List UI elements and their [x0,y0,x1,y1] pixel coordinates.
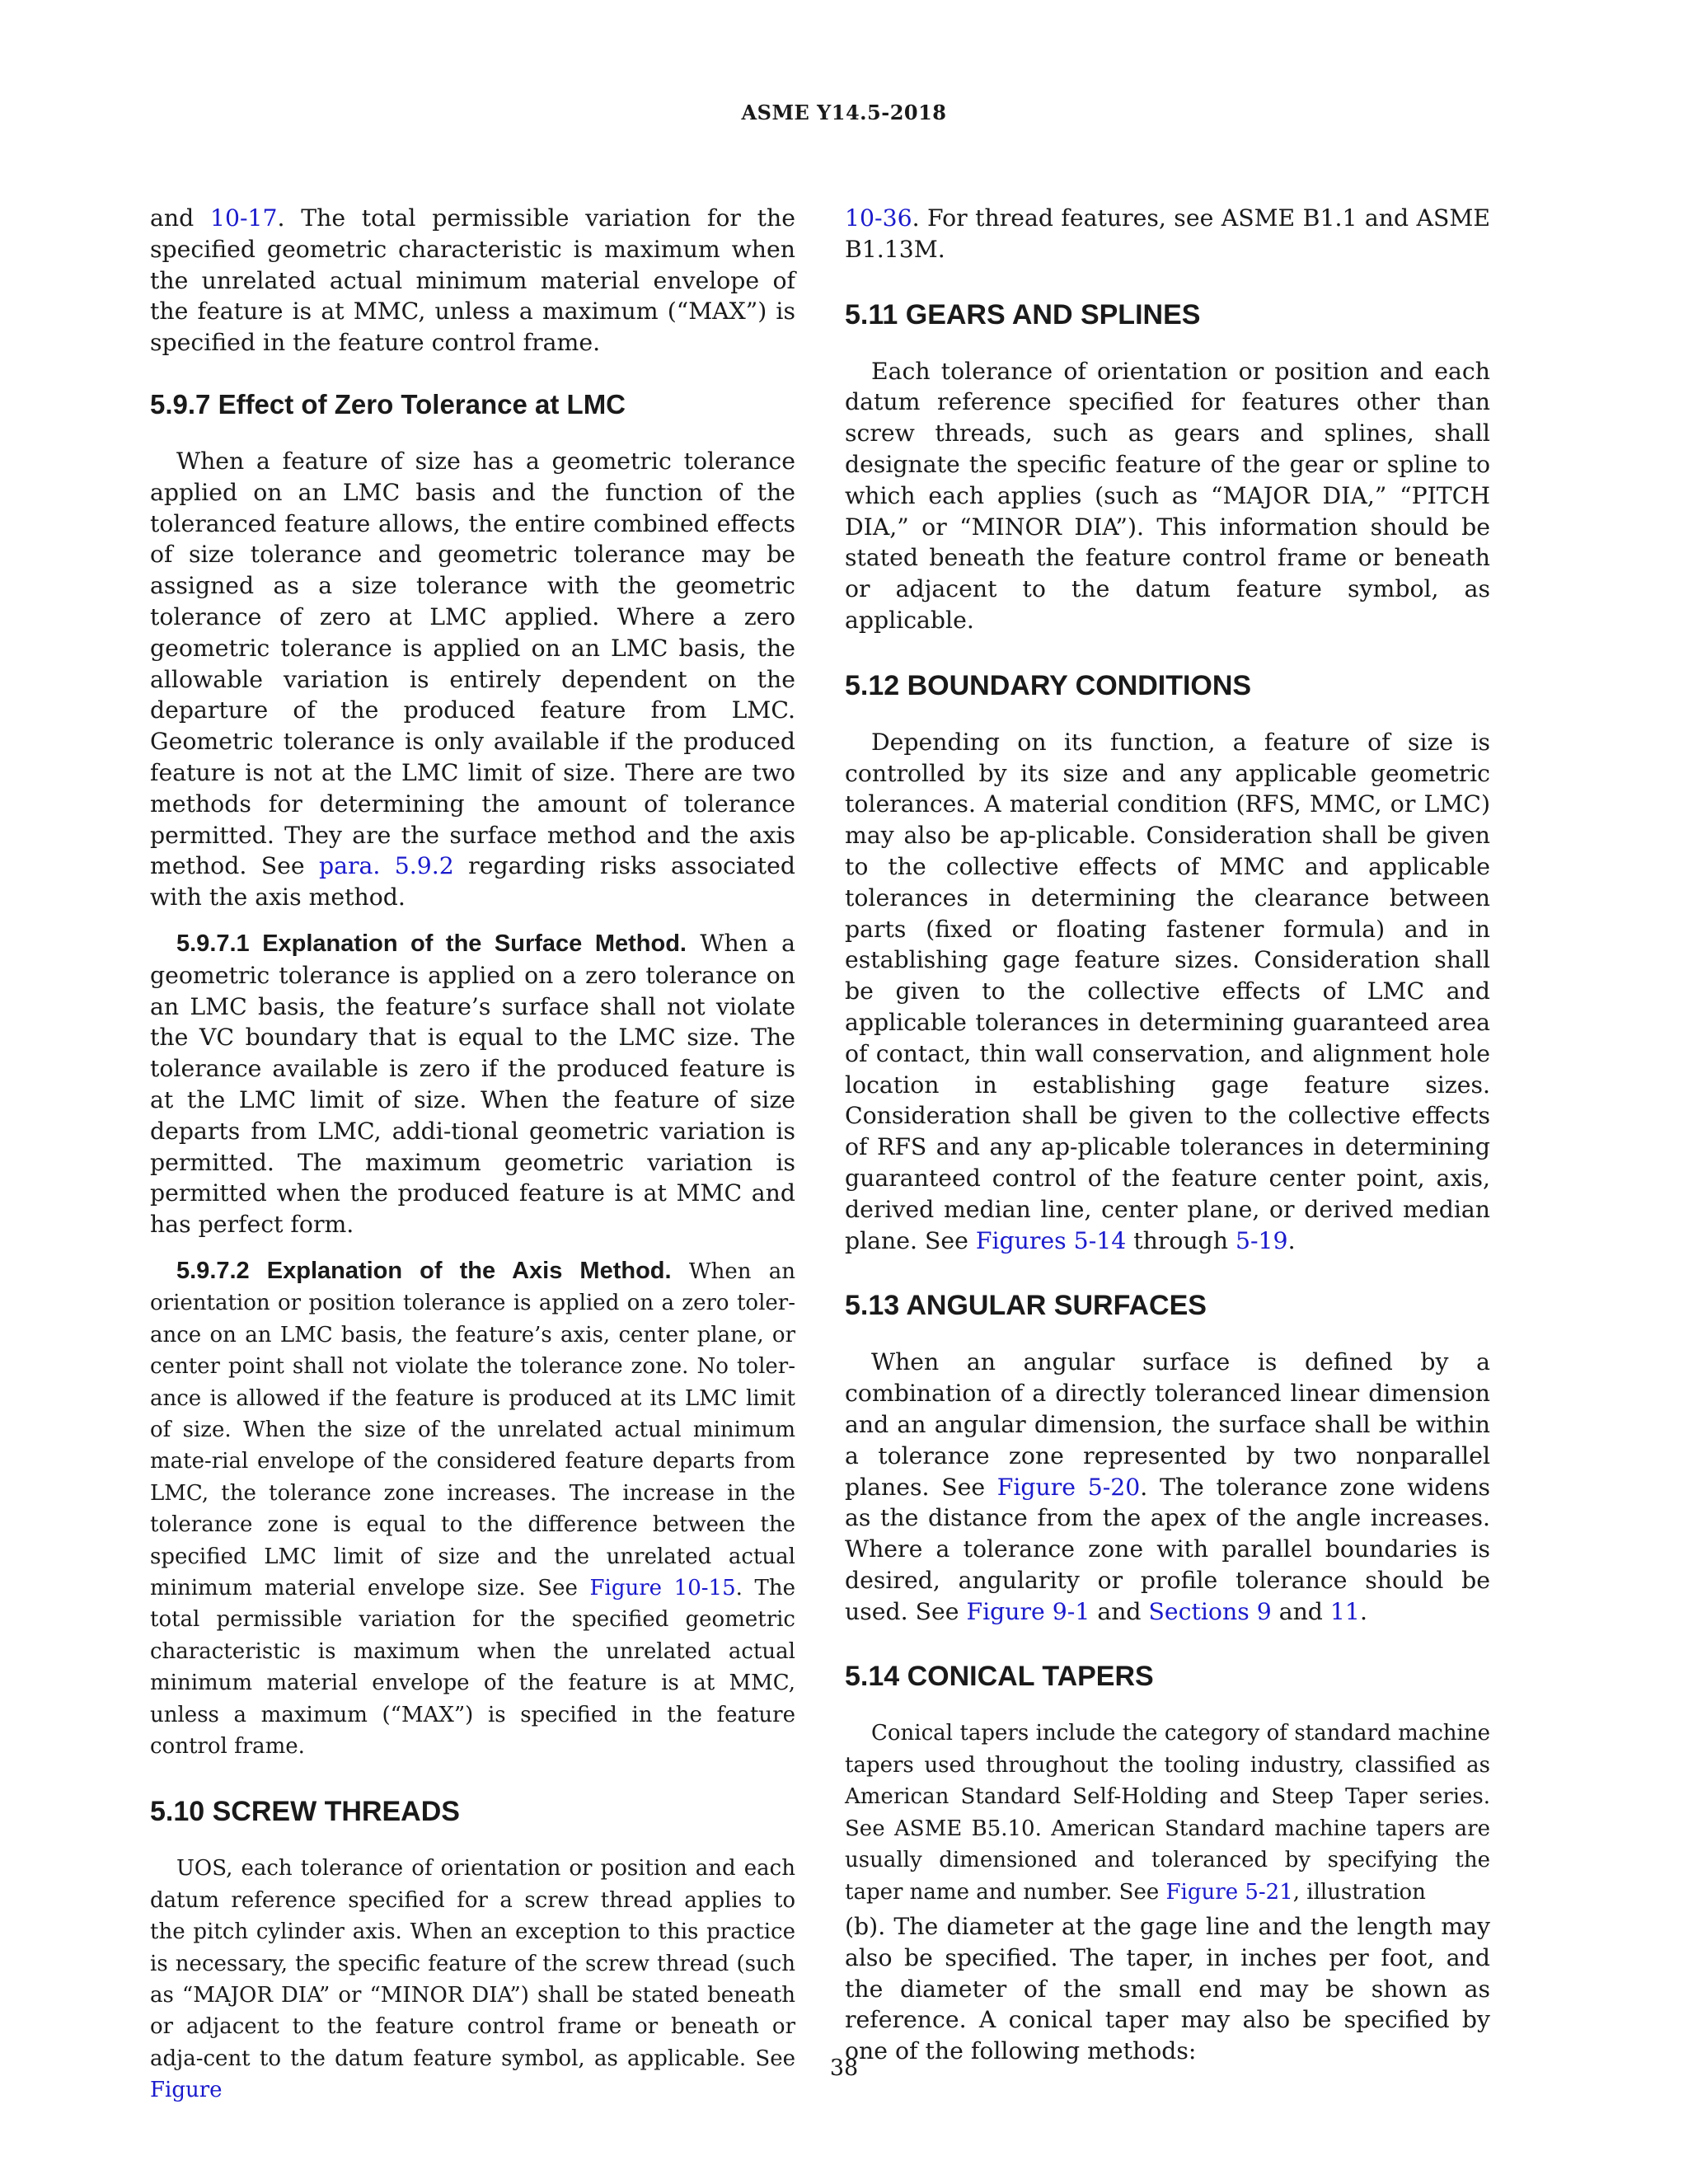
subsection-title: 5.9.7.2 Explanation of the Axis Method. [176,1257,672,1284]
paragraph-text: regarding risks associated with the axis method. [150,852,795,912]
paragraph [845,203,1490,265]
paragraph-text: and [1090,1597,1149,1625]
section-heading: 5.13 ANGULAR SURFACES [845,1290,1207,1322]
running-header: ASME Y14.5-2018 [741,101,947,124]
paragraph-text: When a geometric tolerance is applied on a zero tolerance on an LMC basis, the feature’s surface shall not violate the VC boundary that is equal to the LMC size. The tolerance available is zero if the produced feature is at the LMC limit of size. When the feature of size departs from LMC, addi-tional geometric variation is permitted. The maximum geometric variation is permitted when the produced feature is at MMC and has perfect form. [150,929,796,1239]
paragraph-text: Conical tapers include the category of standard machine tapers used throughout the tooling industry, classified as American Standard Self-Holding and Steep Taper series. See ASME B5.10. American Standard machine tapers are usually dimensioned and toleranced by specifying the taper name and number. See [845,1721,1490,1905]
figure-link[interactable]: Figure 9-1 [966,1597,1090,1625]
paragraph-text: . The total permissible variation for the specified geometric characteristic is maximum when the unrelated actual minimum material envelope of the feature is at MMC, unless a maximum (“MAX”) is specified in the feature control frame. [150,1575,795,1759]
left-column [150,203,795,2121]
paragraph: (b). The diameter at the gage line and the length may also be specified. The taper, in inches per foot, and the diameter of the small end may be shown as reference. A conical taper may also be specified by one of the following methods: [845,1912,1490,2065]
figure-link[interactable]: Figure 5-20 [996,1473,1141,1501]
figure-link[interactable]: Figure [150,2078,223,2103]
paragraph-text: . The total permissible variation for the specified geometric characteristic is maximum when the unrelated actual minimum material envelope of the feature is at MMC, unless a maximum (“MAX”) is specified in the feature control frame. [150,204,795,357]
paragraph-text: . For thread features, see ASME B1.1 and ASME B1.13M. [845,204,1490,263]
figure-link[interactable]: 10-17 [209,204,278,232]
right-column [845,203,1490,2082]
section-heading: 5.14 CONICAL TAPERS [845,1661,1154,1693]
paragraph-text: and [150,204,210,232]
paragraph [150,928,795,1240]
paragraph-text: UOS, each tolerance of orientation or position and each datum reference specified for a screw thread applies to the pitch cylinder axis. When an exception to this practice is necessary, the specific feature of the screw thread (such as “MAJOR DIA” or “MINOR DIA”) shall be stated beneath or adjacent to the feature control frame or beneath or adja-cent to the datum feature symbol, as applicable. See [150,1856,795,2071]
paragraph-text: . [1287,1226,1296,1254]
page-number: 38 [829,2055,859,2081]
section-heading: 5.10 SCREW THREADS [150,1796,460,1828]
figure-link[interactable]: Figure 10-15 [589,1575,736,1601]
section-link[interactable]: 11 [1329,1597,1360,1625]
paragraph [845,1347,1490,1627]
figure-link[interactable]: 5-19 [1235,1226,1288,1254]
paragraph [845,727,1490,1257]
section-heading: 5.9.7 Effect of Zero Tolerance at LMC [150,388,626,419]
paragraph [150,446,795,913]
paragraph-text: through [1126,1226,1236,1254]
paragraph [150,203,795,359]
figure-link[interactable]: 10-36 [845,204,912,232]
paragraph-text: and [1271,1597,1330,1625]
figure-link[interactable]: Figure 5-21 [1165,1879,1293,1905]
paragraph-text: When an orientation or position tolerance is applied on a zero toler-ance on an LMC basis, the feature’s axis, center plane, or center point shall not violate the tolerance zone. No toler-ance is allowed if the feature is produced at its LMC limit of size. When the size of the unrelated actual minimum mate-rial envelope of the considered feature departs from LMC, the tolerance zone increases. The increase in the tolerance zone is equal to the difference between the specified LMC limit of size and the unrelated actual minimum material envelope size. See [150,1258,795,1601]
paragraph-text: Depending on its function, a feature of size is controlled by its size and any applicable geometric tolerances. A material condition (RFS, MMC, or LMC) may also be ap-plicable. Consideration shall be given to the collective effects of MMC and applicable tolerances in determining the clearance between parts (fixed or floating fastener formula) and in establishing gage feature sizes. Consideration shall be given to the collective effects of LMC and applicable tolerances in determining guaranteed area of contact, thin wall conservation, and alignment hole location in establishing gage feature sizes. Consideration shall be given to the collective effects of RFS and any ap-plicable tolerances in determining guaranteed control of the feature center point, axis, derived median line, center plane, or derived median plane. See [845,728,1490,1254]
paragraph-text: . The tolerance zone widens as the distance from the apex of the angle increases. Where a tolerance zone with parallel boundaries is desired, angularity or profile tolerance should be used. See [845,1473,1490,1625]
paragraph-text: . [1359,1597,1367,1625]
paragraph-text: , illustration [1292,1879,1426,1905]
section-heading: 5.12 BOUNDARY CONDITIONS [845,669,1252,701]
paragraph [150,1255,795,1763]
section-link[interactable]: Sections 9 [1148,1597,1272,1625]
subsection-title: 5.9.7.1 Explanation of the Surface Method. [176,930,687,957]
paragraph-text: When an angular surface is defined by a combination of a directly toleranced linear dimension and an angular dimension, the surface shall be within a tolerance zone represented by two nonparallel planes. See [845,1348,1490,1501]
figure-link[interactable]: Figures 5-14 [975,1226,1127,1254]
paragraph-link[interactable]: para. 5.9.2 [319,852,454,880]
paragraph [845,1718,1490,1907]
paragraph-text: When a feature of size has a geometric tolerance applied on an LMC basis and the function of the toleranced feature allows, the entire combined effects of size tolerance and geometric tolerance may be assigned as a size tolerance with the geometric tolerance of zero at LMC applied. Where a zero geometric tolerance is applied on an LMC basis, the allowable variation is entirely dependent on the departure of the produced feature from LMC. Geometric tolerance is only available if the produced feature is not at the LMC limit of size. There are two methods for determining the amount of tolerance permitted. They are the surface method and the axis method. See [150,447,795,880]
paragraph: Each tolerance of orientation or position and each datum reference specified for features other than screw threads, such as gears and splines, shall designate the specific feature of the gear or spline to which each applies (such as “MAJOR DIA,” “PITCH DIA,” or “MINOR DIA”). This information should be stated beneath the feature control frame or beneath or adjacent to the datum feature symbol, as applicable. [845,357,1490,634]
section-heading: 5.11 GEARS AND SPLINES [845,298,1201,330]
